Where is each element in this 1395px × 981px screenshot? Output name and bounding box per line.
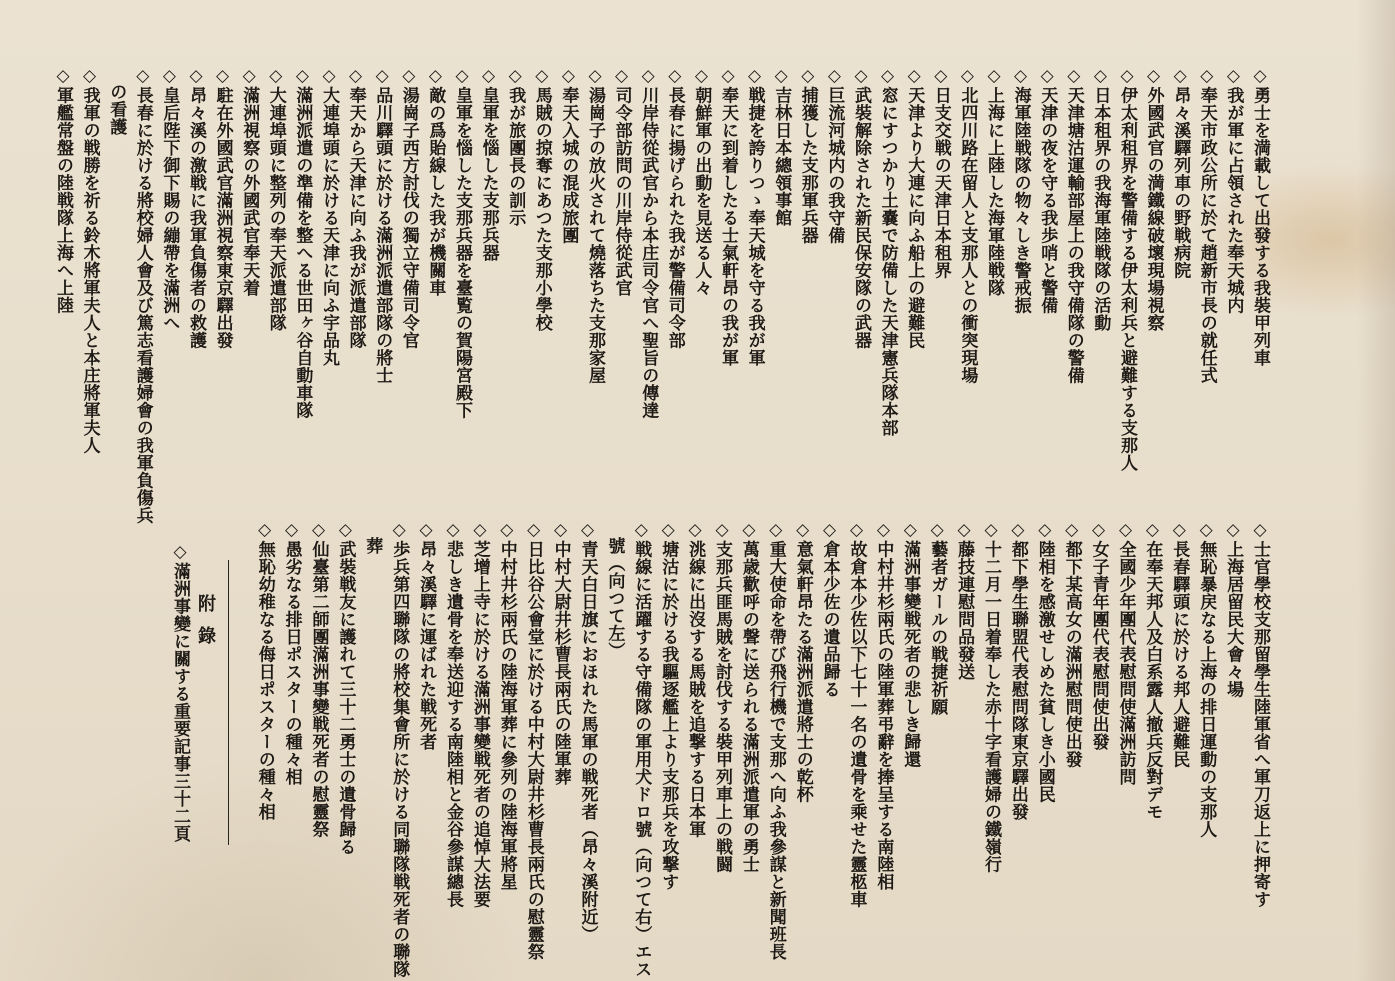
upper-entry: ◇敵の爲貽線した我が機關車 xyxy=(425,66,446,297)
upper-entry: ◇奉天から天津に向ふ我が派遣部隊 xyxy=(345,66,366,349)
lower-entry: ◇倉本少佐の遺品歸る xyxy=(819,520,840,698)
upper-entry: ◇我が軍に占領された奉天城内 xyxy=(1223,66,1244,314)
lower-entry: ◇中村大尉井杉曹長兩氏の陸軍葬 xyxy=(550,520,571,786)
lower-entry: ◇故倉本少佐以下七十一名の遺骨を乘せた靈柩車 xyxy=(846,520,867,908)
lower-entry: ◇悲しき遺骨を奉送迎する南陸相と金谷參謀總長 xyxy=(443,520,463,908)
lower-entry: ◇藝者ガールの戦捷祈願 xyxy=(927,520,948,716)
upper-entry: ◇戦捷を誇りつゝ奉天城を守る我が軍 xyxy=(744,66,765,367)
lower-entry: ◇女子青年團代表慰問使出發 xyxy=(1088,520,1109,751)
lower-entry: ◇洮線に出沒する馬賊を追撃する日本軍 xyxy=(685,520,706,838)
appendix-item: ◇滿洲事變に關する重要記事三十二頁 xyxy=(170,542,190,843)
upper-entry: ◇滿洲派遣の準備を整へる世田ヶ谷自動車隊 xyxy=(292,66,313,419)
page-edge-shadow xyxy=(1357,0,1395,981)
upper-entry: ◇軍艦常盤の陸戦隊上海へ上陸 xyxy=(53,66,73,314)
appendix-heading: 附錄 xyxy=(195,594,216,658)
upper-entry: ◇天津塘沽運輸部屋上の我守備隊の警備 xyxy=(1063,66,1084,384)
upper-entry: ◇長春に於ける將校婦人會及び篤志看護婦會の我軍負傷兵 xyxy=(132,66,153,524)
upper-entry: ◇天津の夜を守る我歩哨と警備 xyxy=(1037,66,1058,314)
upper-entry: ◇朝鮮軍の出動を見送る人々 xyxy=(691,66,712,297)
upper-entry: の看護 xyxy=(106,83,127,136)
upper-entry: ◇武裝解除された新民保安隊の武器 xyxy=(851,66,871,349)
upper-entry: ◇川岸侍從武官から本庄司令官へ聖旨の傳達 xyxy=(638,66,659,419)
lower-entry: ◇都下學生聯盟代表慰問隊東京驛出發 xyxy=(1007,520,1028,821)
lower-entry: ◇支那兵匪馬賊を討伐する裝甲列車上の戦闘 xyxy=(712,520,732,873)
lower-entry: ◇重大使命を帶び飛行機で支那へ向ふ我參謀と新聞班長 xyxy=(765,520,786,961)
upper-entry: ◇我が旅團長の訓示 xyxy=(505,66,526,227)
upper-entry: ◇奉天市政公所に於て趙新市長の就任式 xyxy=(1196,66,1217,384)
upper-entry: ◇皇后陛下御下賜の繃帶を滿洲へ xyxy=(159,66,180,332)
lower-entry: ◇昂々溪驛に運ばれた戦死者 xyxy=(416,520,437,751)
lower-entry: ◇士官學校支那留學生陸軍省へ軍刀返上に押寄す xyxy=(1250,520,1270,908)
upper-entry: ◇皇軍を惱した支那兵器 xyxy=(478,66,499,262)
upper-entry: ◇昂々溪の激戦に我軍負傷者の救護 xyxy=(186,66,206,349)
upper-entry: ◇大連埠頭に於ける天津に向ふ宇品丸 xyxy=(319,66,339,367)
upper-entry: ◇昂々溪驛列車の野戦病院 xyxy=(1170,66,1191,279)
lower-entry: ◇上海居留民大會々場 xyxy=(1223,520,1244,698)
upper-entry: ◇我軍の戦勝を祈る鈴木將軍夫人と本庄將軍夫人 xyxy=(79,66,100,454)
lower-entry: ◇愚劣なる排日ポスターの種々相 xyxy=(281,520,302,786)
lower-entry: ◇無恥幼稚なる侮日ポスターの種々相 xyxy=(254,520,275,821)
upper-entry: ◇司令部訪問の川岸侍從武官 xyxy=(611,66,632,297)
upper-entry: ◇湯崗子西方討伐の獨立守備司令官 xyxy=(398,66,419,349)
lower-entry: ◇意氣軒昂たる滿洲派遣將士の乾杯 xyxy=(792,520,813,803)
lower-entry: ◇戦線に活躍する守備隊の軍用犬ドロ號（向つて右）エス xyxy=(631,520,652,978)
upper-entry: ◇勇士を満載して出發する我裝甲列車 xyxy=(1250,66,1270,367)
upper-entry: ◇窓にすつかり土嚢で防備した天津憲兵隊本部 xyxy=(877,66,898,437)
upper-entry: ◇湯崗子の放火されて燒落ちた支那家屋 xyxy=(585,66,605,384)
lower-entry: ◇芝增上寺に於ける滿洲事變戦死者の追悼大法要 xyxy=(469,520,490,908)
appendix-rule-lower xyxy=(228,705,229,845)
upper-entry: ◇皇軍を惱した支那兵器を臺覧の賀陽宮殿下 xyxy=(452,66,472,419)
lower-entry: ◇中村井杉兩氏の陸軍葬弔辭を捧呈する南陸相 xyxy=(873,520,894,891)
lower-entry: ◇滿洲事變戦死者の悲しき歸還 xyxy=(900,520,921,768)
lower-entry: ◇歩兵第四聯隊の將校集會所に於ける同聯隊戦死者の聯隊 xyxy=(389,520,410,978)
upper-entry: ◇海軍陸戦隊の物々しき警戒振 xyxy=(1010,66,1031,314)
lower-entry: ◇無恥暴戻なる上海の排日運動の支那人 xyxy=(1196,520,1217,838)
upper-entry: ◇日支交戦の天津日本租界 xyxy=(930,66,951,279)
upper-entry: ◇巨流河城内の我守備 xyxy=(824,66,845,244)
lower-entry: ◇陸相を感激せしめた貧しき小國民 xyxy=(1034,520,1055,803)
upper-entry: ◇北四川路在留人と支那人との衝突現場 xyxy=(957,66,978,384)
lower-entry: ◇日比谷公會堂に於ける中村大尉井杉曹長兩氏の慰靈祭 xyxy=(523,520,544,961)
upper-entry: ◇品川驛頭に於ける滿洲派遣部隊の將士 xyxy=(372,66,393,384)
lower-entry: ◇萬歳歡呼の聲に送られる滿洲派遣軍の勇士 xyxy=(738,520,759,873)
upper-entry: ◇長春に揚げられた我が警備司令部 xyxy=(664,66,685,349)
upper-entry: ◇滿洲視察の外國武官奉天着 xyxy=(239,66,260,297)
lower-entry: ◇塘沽に於ける我驅逐艦上より支那兵を攻撃す xyxy=(658,520,679,891)
lower-entry: 葬 xyxy=(362,537,383,555)
lower-entry: ◇在奉天邦人及白系露人撤兵反對デモ xyxy=(1142,520,1163,821)
upper-entry: ◇上海に上陸した海軍陸戦隊 xyxy=(984,66,1004,297)
lower-entry: 號（向つて左） xyxy=(604,537,625,660)
upper-entry: ◇馬賊の掠奪にあつた支那小學校 xyxy=(531,66,552,332)
lower-entry: ◇十二月一日着奉した赤十字看護婦の鐵嶺行 xyxy=(981,520,1001,873)
lower-entry: ◇長春驛頭に於ける邦人避難民 xyxy=(1169,520,1190,768)
lower-entry: ◇中村井杉兩氏の陸海軍葬に參列の陸海軍將星 xyxy=(496,520,517,891)
upper-entry: ◇大連埠頭に整列の奉天派遣部隊 xyxy=(265,66,286,332)
upper-entry: ◇捕獲した支那軍兵器 xyxy=(797,66,818,244)
lower-entry: ◇青天白日旗におほれた馬軍の戦死者（昂々溪附近） xyxy=(577,520,598,943)
lower-entry: ◇全國少年團代表慰問使滿洲訪問 xyxy=(1115,520,1136,786)
upper-entry: ◇駐在外國武官滿洲視察東京驛出發 xyxy=(212,66,233,349)
upper-entry: ◇外國武官の満鐵線破壞現場視察 xyxy=(1143,66,1164,332)
upper-entry: ◇日本租界の我海軍陸戦隊の活動 xyxy=(1090,66,1111,332)
upper-entry: ◇奉天に到着したる士氣軒昂の我が軍 xyxy=(718,66,738,367)
upper-entry: ◇奉天入城の混成旅團 xyxy=(558,66,579,244)
upper-entry: ◇吉林日本總領事館 xyxy=(771,66,792,227)
upper-entry: ◇天津より大連に向ふ船上の避難民 xyxy=(904,66,925,349)
lower-entry: ◇武裝戦友に護れて三十二勇士の遺骨歸る xyxy=(335,520,356,856)
appendix-rule-upper xyxy=(228,560,229,710)
lower-entry: ◇藤技連慰問品發送 xyxy=(954,520,975,681)
lower-entry: ◇都下某高女の滿洲慰問使出發 xyxy=(1061,520,1082,768)
lower-entry: ◇仙臺第二師團滿洲事變戦死者の慰靈祭 xyxy=(308,520,329,838)
upper-entry: ◇伊太利租界を警備する伊太利兵と避難する支那人 xyxy=(1117,66,1137,472)
